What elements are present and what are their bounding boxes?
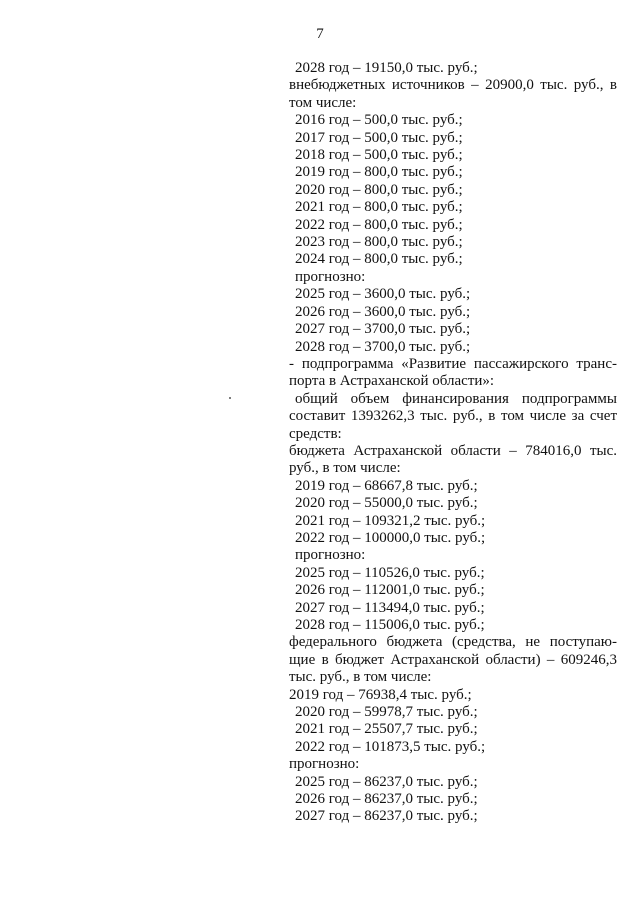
text-line: 2021 год – 25507,7 тыс. руб.; bbox=[295, 721, 478, 738]
text-line: 2027 год – 3700,0 тыс. руб.; bbox=[295, 321, 471, 338]
text-line: 2024 год – 800,0 тыс. руб.; bbox=[295, 251, 463, 268]
text-line: 2020 год – 800,0 тыс. руб.; bbox=[295, 181, 463, 198]
text-line: щие в бюджет Астраханской области) – 609246,3 bbox=[289, 651, 617, 668]
text-line: 2026 год – 86237,0 тыс. руб.; bbox=[295, 791, 478, 808]
text-line: внебюджетных источников – 20900,0 тыс. руб., в bbox=[289, 77, 617, 94]
text-line: 2019 год – 800,0 тыс. руб.; bbox=[295, 164, 463, 181]
text-line: федерального бюджета (средства, не поступаю- bbox=[289, 634, 617, 651]
text-line: 2017 год – 500,0 тыс. руб.; bbox=[295, 129, 463, 146]
text-line: 2023 год – 800,0 тыс. руб.; bbox=[295, 234, 463, 251]
text-line: 2020 год – 55000,0 тыс. руб.; bbox=[295, 495, 478, 512]
text-line: 2022 год – 800,0 тыс. руб.; bbox=[295, 216, 463, 233]
text-line: прогнозно: bbox=[295, 268, 366, 285]
text-line: прогнозно: bbox=[295, 547, 366, 564]
text-line: 2028 год – 3700,0 тыс. руб.; bbox=[295, 338, 471, 355]
text-line: 2025 год – 86237,0 тыс. руб.; bbox=[295, 773, 478, 790]
text-line: 2025 год – 3600,0 тыс. руб.; bbox=[295, 286, 471, 303]
text-line: порта в Астраханской области»: bbox=[289, 373, 495, 390]
document-text-column bbox=[289, 60, 617, 826]
text-line: 2022 год – 101873,5 тыс. руб.; bbox=[295, 738, 486, 755]
text-line: 2021 год – 109321,2 тыс. руб.; bbox=[295, 512, 486, 529]
text-line: 2028 год – 115006,0 тыс. руб.; bbox=[295, 617, 485, 633]
text-line: 2025 год – 110526,0 тыс. руб.; bbox=[295, 564, 485, 581]
text-line: прогнозно: bbox=[289, 756, 360, 773]
text-line: 2020 год – 59978,7 тыс. руб.; bbox=[295, 704, 478, 721]
scan-artifact-dot bbox=[229, 397, 231, 399]
text-line: тыс. руб., в том числе: bbox=[289, 669, 432, 686]
text-line: 2021 год – 800,0 тыс. руб.; bbox=[295, 199, 463, 216]
text-line: средств: bbox=[289, 425, 342, 442]
text-line: общий объем финансирования подпрограммы bbox=[295, 390, 617, 407]
text-line: 2019 год – 68667,8 тыс. руб.; bbox=[295, 477, 478, 494]
page-number: 7 bbox=[316, 26, 324, 42]
text-line: 2027 год – 86237,0 тыс. руб.; bbox=[295, 808, 478, 825]
text-line: 2022 год – 100000,0 тыс. руб.; bbox=[295, 529, 486, 546]
text-line: 2027 год – 113494,0 тыс. руб.; bbox=[295, 599, 485, 616]
text-line: составит 1393262,3 тыс. руб., в том числе за счет bbox=[289, 408, 617, 425]
text-line: 2016 год – 500,0 тыс. руб.; bbox=[295, 112, 463, 129]
text-line: 2026 год – 112001,0 тыс. руб.; bbox=[295, 582, 485, 599]
text-line: бюджета Астраханской области – 784016,0 тыс. bbox=[289, 442, 617, 459]
text-line: том числе: bbox=[289, 94, 357, 111]
text-line: 2018 год – 500,0 тыс. руб.; bbox=[295, 147, 463, 164]
text-line: 2028 год – 19150,0 тыс. руб.; bbox=[295, 60, 478, 76]
text-line: 2019 год – 76938,4 тыс. руб.; bbox=[289, 686, 472, 703]
text-line: руб., в том числе: bbox=[289, 460, 401, 477]
text-line: - подпрограмма «Развитие пассажирского транс- bbox=[289, 355, 617, 372]
text-line: 2026 год – 3600,0 тыс. руб.; bbox=[295, 303, 471, 320]
